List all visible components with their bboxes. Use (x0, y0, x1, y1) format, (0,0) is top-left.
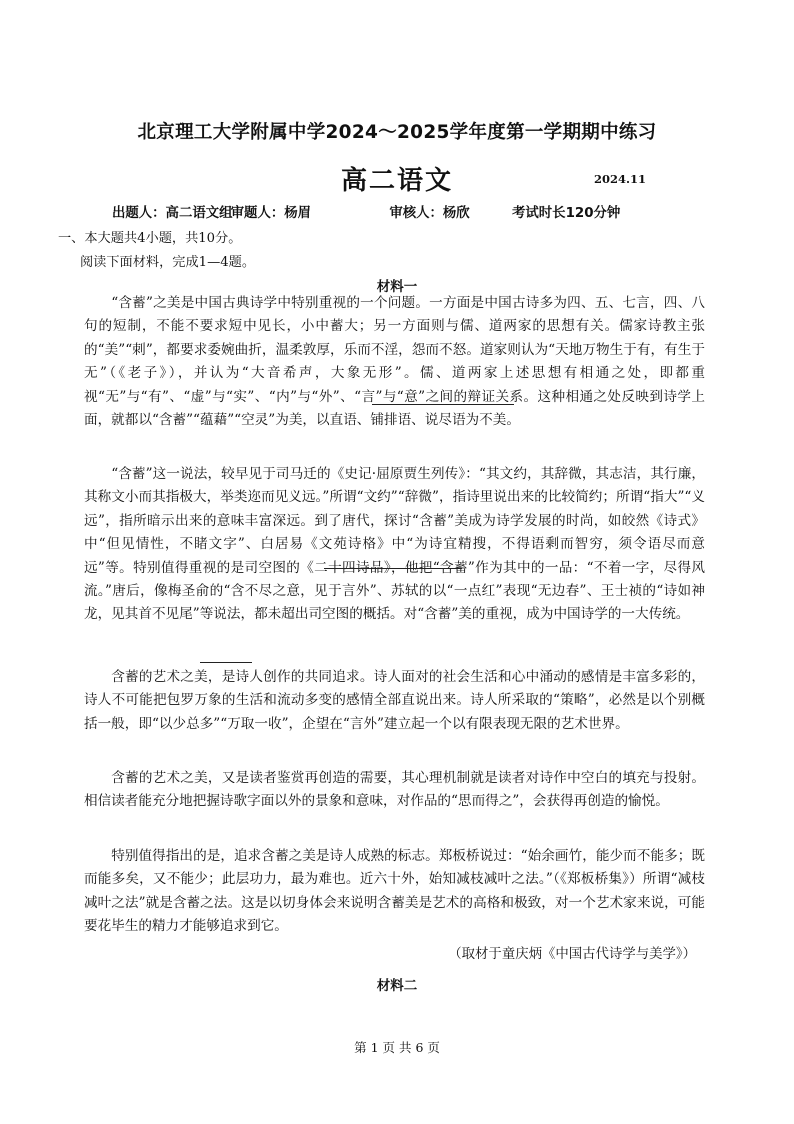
paragraph-2: “含蓄”这一说法，较早见于司马迁的《史记·屈原贾生列传》：“其文约，其辞微，其志洁，其行廉，其称文小而其指极大，举类迩而见义远。”所谓“文约”“辞微”，指诗里说出来的比较简约；所谓“指大”“义远”，指所暗示出来的意味丰富深远。到了唐代，探讨“含蓄”美成为诗学发展的时尚，如皎然《诗式》中“但见情性，不睹文字”、白居易《文苑诗格》中“为诗宜精搜，不得语剩而智穷，须令语尽而意远”等。特别值得重视的是司空图的《二十四诗品》，他把“含蓄”作为其中的一品：“不着一字，尽得风流。”唐后，像梅圣俞的“含不尽之意，见于言外”、苏轼的以“一点红”表现“无边春”、王士祯的“诗如神龙，见其首不见尾”等说法，都未超出司空图的概括。对“含蓄”美的重视，成为中国诗学的一大传统。 (84, 466, 705, 623)
section-heading: 一、本大题共4小题，共10分。 (58, 231, 242, 246)
exam-title: 北京理工大学附属中学2024～2025学年度第一学期期中练习 (137, 122, 657, 143)
paragraph-5: 特别值得指出的是，追求含蓄之美是诗人成熟的标志。郑板桥说过：“始余画竹，能少而不能多；既而能多矣，又不能少；此层功力，最为难也。近六十外，始知减枝减叶之法。”（《郑板桥集》）所谓“减枝减叶之法”就是含蓄之法。这是以切身体会来说明含蓄美是艺术的高格和极致，对一个艺术家来说，可能要花毕生的精力才能够追求到它。 (84, 848, 705, 935)
material-two-heading: 材料二 (376, 978, 418, 994)
exam-duration: 考试时长120分钟 (512, 206, 621, 221)
exam-author: 出题人：高二语文组 (112, 206, 233, 221)
material-source: （取材于童庆炳《中国古代诗学与美学》） (448, 947, 696, 962)
section-instruction: 阅读下面材料，完成1—4题。 (80, 255, 256, 270)
exam-meta (112, 202, 732, 221)
handwritten-underline (324, 568, 462, 569)
paragraph-3: 含蓄的艺术之美，是诗人创作的共同追求。诗人面对的社会生活和心中涌动的感情是丰富多彩的，诗人不可能把包罗万象的生活和流动多变的感情全部直说出来。诗人所采取的“策略”，必然是以个别概括一般，即“以少总多”“万取一收”，企望在“言外”建立起一个以有限表现无限的艺术世界。 (84, 669, 705, 732)
handwritten-underline (200, 662, 252, 663)
exam-date: 2024.11 (594, 172, 647, 186)
paragraph-1: “含蓄”之美是中国古典诗学中特别重视的一个问题。一方面是中国古诗多为四、五、七言，四、八句的短制，不能不要求短中见长，小中蓄大；另一方面则与儒、道两家的思想有关。儒家诗教主张的“美”“刺”，都要求委婉曲折，温柔敦厚，乐而不淫，怨而不怒。道家则认为“天地万物生于有，有生于无”（《老子》），并认为“大音希声，大象无形”。儒、道两家上述思想有相通之处，即都重视“无”与“有”、“虚”与“实”、“内”与“外”、“言”与“意”之间的辩证关系。这种相通之处反映到诗学上面，就都以“含蓄”“蕴藉”“空灵”为美，以直语、铺排语、说尽语为不美。 (84, 295, 705, 429)
page-number: 第 1 页 共 6 页 (354, 1040, 440, 1055)
exam-subject: 高二语文 (340, 166, 453, 196)
exam-checker: 审核人：杨欣 (389, 206, 470, 221)
handwritten-underline (372, 404, 514, 405)
exam-reviewer: 审题人：杨眉 (230, 206, 312, 221)
paragraph-4: 含蓄的艺术之美，又是读者鉴赏再创造的需要，其心理机制就是读者对诗作中空白的填充与投射。相信读者能充分地把握诗歌字面以外的景象和意味，对作品的“思而得之”，会获得再创造的愉悦。 (84, 770, 705, 810)
material-one-heading: 材料一 (376, 279, 418, 295)
